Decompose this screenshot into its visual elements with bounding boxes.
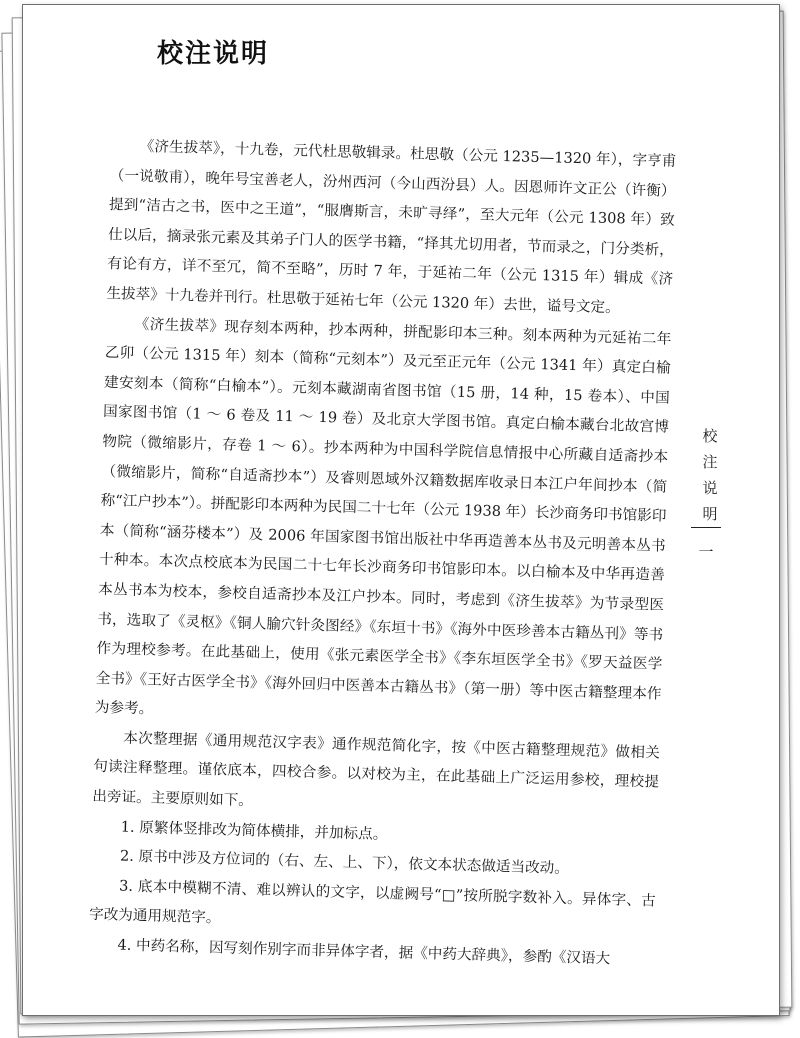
paragraph: 《济生拔萃》，十九卷，元代杜思敬辑录。杜思敬（公元 1235—1320 年），字亨甫（一说敬甫），晚年号宝善老人，汾州西河（今山西汾县）人。因恩师许文正公（许衡）提到“洁古之书，医中之王道”，“服膺斯言，未旷寻绎”，至大元年（公元 1308 年）致仕以后，摘录张元素及其弟子门人的医学书籍，“择其尤切用者，节而录之，门分类析，有论有方，详不至冗，简不至略”，历时 7 年，于延祐二年（公元 1315 年）辑成《济生拔萃》十九卷并刊行。杜思敬于延祐七年（公元 1320 年）去世，谥号文定。 [106, 137, 677, 317]
page-title: 校注说明 [157, 39, 270, 69]
document-page [22, 4, 780, 1016]
list-item: 3. 底本中模糊不清、难以辨认的文字，以虚阙号“□”按所脱字数补入。异体字、古字改为通用规范字。 [88, 877, 656, 927]
running-head-char: 说 [702, 479, 718, 497]
page-number: 一 [698, 543, 714, 561]
running-head-char: 校 [702, 427, 718, 445]
running-head-char: 注 [702, 453, 718, 471]
list-item: 1. 原繁体竖排改为简体横排，并加标点。 [120, 818, 388, 843]
list-item: 2. 原书中涉及方位词的（右、左、上、下），依文本状态做适当改动。 [119, 847, 570, 878]
paragraph: 本次整理据《通用规范汉字表》通作规范简化字，按《中医古籍整理规范》做相关句读注释整理。谨依底本，四校合参。以对校为主，在此基础上广泛运用参校，理校提出旁证。主要原则如下。 [92, 729, 661, 810]
list-item: 4. 中药名称，因写刻作别字而非异体字者，据《中药大辞典》，参酌《汉语大 [117, 936, 611, 968]
body-text [88, 131, 677, 975]
running-head-rule [691, 527, 721, 528]
paragraph: 《济生拔萃》现存刻本两种，抄本两种，拼配影印本三种。刻本两种为元延祐二年乙卯（公元 1315 年）刻本（简称“元刻本”）及元至正元年（公元 1341 年）真定白榆建安刻本（简称“白榆本”）。元刻本藏湖南省图书馆（15 册，14 种，15 卷本）、中国国家图书馆（1 ～ 6 卷及 11 ～ 19 卷）及北京大学图书馆。真定白榆本藏台北故宫博物院（微缩影片，存卷 1 ～ 6）。抄本两种为中国科学院信息情报中心所藏自适斋抄本（微缩影片，简称“自适斋抄本”）及睿则恩域外汉籍数据库收录日本江户年间抄本（简称“江户抄本”）。拼配影印本两种为民国二十七年（公元 1938 年）长沙商务印书馆影印本（简称“涵芬楼本”）及 2006 年国家图书馆出版社中华再造善本丛书及元明善本丛书十种本。本次点校底本为民国二十七年长沙商务印书馆影印本。以白榆本及中华再造善本丛书本为校本，参校自适斋抄本及江户抄本。同时，考虑到《济生拔萃》为节录型医书，选取了《灵枢》《铜人腧穴针灸图经》《东垣十书》《海外中医珍善本古籍丛刊》等书作为理校参考。在此基础上，使用《张元素医学全书》《李东垣医学全书》《罗天益医学全书》《王好古医学全书》《海外回归中医善本古籍丛书》（第一册）等中医古籍整理本作为参考。 [94, 315, 672, 718]
running-head-char: 明 [702, 505, 718, 523]
running-head [699, 423, 721, 527]
